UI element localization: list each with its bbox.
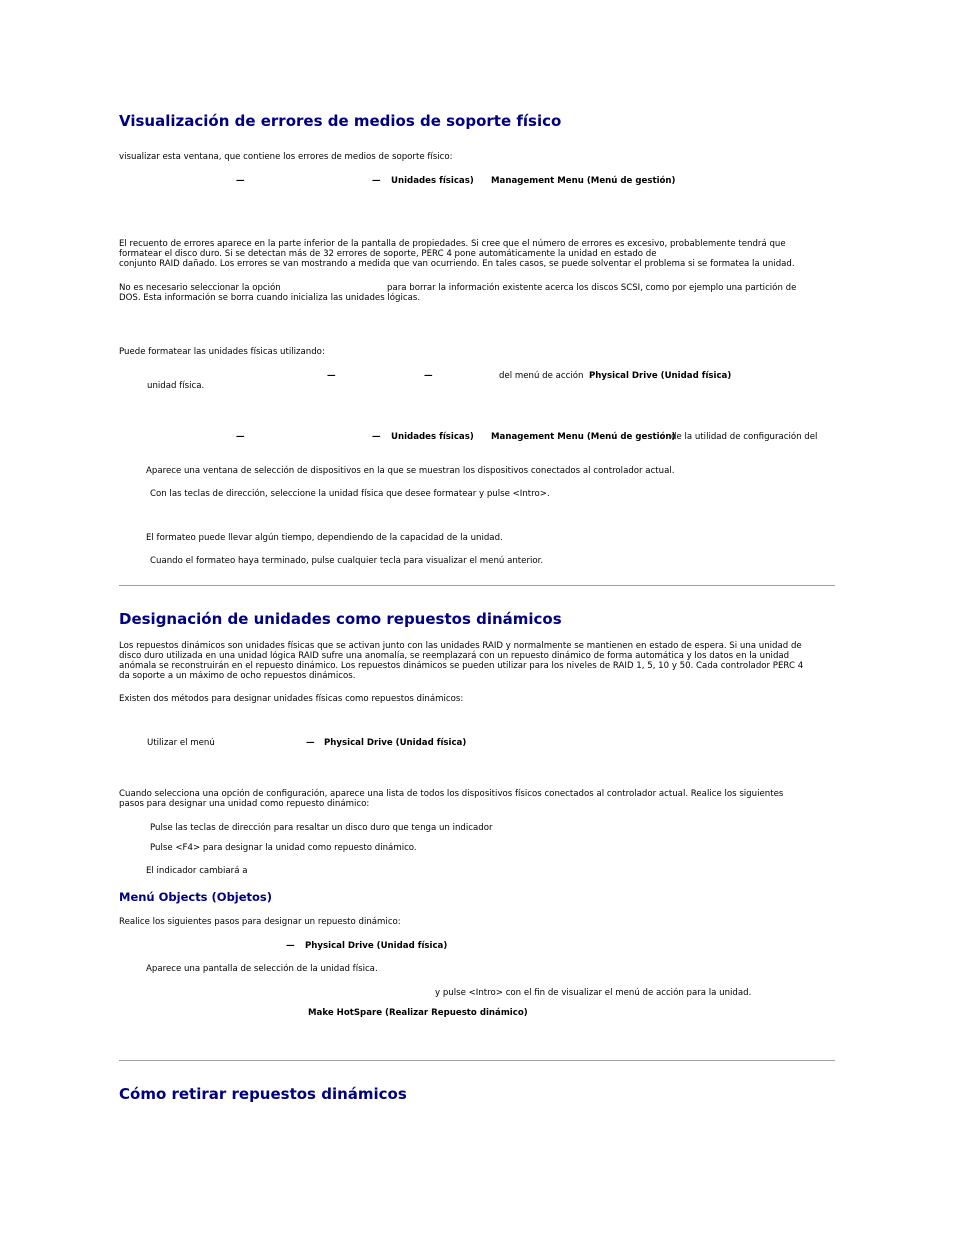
menu-item-management-menu: Management Menu (Menú de gestión) bbox=[491, 432, 676, 442]
menu-dash: — bbox=[236, 176, 245, 186]
hotspares-paragraph: Los repuestos dinámicos son unidades físicas que se activan junto con las unidades RAID y normalmente se mantienen en estado de espera. Si una unidad de disco duro utilizada en una unidad lógica RAID sufre una anomalía, se reemplazará con un repuesto dinámico de forma automática y los datos en la unidad anómala se reconstruirán en el repuesto dinámico. Los repuestos dinámicos se pueden utilizar para los niveles de RAID 1, 5, 10 y 50. Cada controlador PERC 4 da soporte a un máximo de ocho repuestos dinámicos. bbox=[119, 641, 804, 681]
objects-step: y pulse <Intro> con el fin de visualizar el menú de acción para la unidad. bbox=[435, 988, 752, 998]
menu-dash: — bbox=[236, 432, 245, 442]
menu-item-physical-drives: Unidades físicas) bbox=[391, 432, 474, 442]
menu-use-text: Utilizar el menú bbox=[147, 738, 215, 748]
menu-dash: — bbox=[286, 941, 295, 951]
format-step: Cuando el formateo haya terminado, pulse cualquier tecla para visualizar el menú anterior. bbox=[150, 556, 544, 566]
option-paragraph-line2: DOS. Esta información se borra cuando inicializa las unidades lógicas. bbox=[119, 293, 421, 303]
menu-dash: — bbox=[372, 176, 381, 186]
subsection-title-objects-menu: Menú Objects (Objetos) bbox=[119, 890, 273, 904]
action-menu-text: del menú de acción bbox=[499, 371, 584, 381]
format-step: Con las teclas de dirección, seleccione la unidad física que desee formatear y pulse <Intro>. bbox=[150, 489, 550, 499]
methods-intro: Existen dos métodos para designar unidades físicas como repuestos dinámicos: bbox=[119, 694, 464, 704]
menu-dash: — bbox=[424, 371, 433, 381]
menu-item-management-menu: Management Menu (Menú de gestión) bbox=[491, 176, 676, 186]
media-errors-intro: visualizar esta ventana, que contiene los errores de medios de soporte físico: bbox=[119, 152, 453, 162]
option-paragraph-start: No es necesario seleccionar la opción bbox=[119, 283, 281, 293]
physical-drive-menu-label: Physical Drive (Unidad física) bbox=[324, 738, 467, 748]
menu-dash: — bbox=[327, 371, 336, 381]
config-utility-text: de la utilidad de configuración del bbox=[671, 432, 818, 442]
objects-step: Aparece una pantalla de selección de la unidad física. bbox=[146, 964, 378, 974]
section-divider bbox=[119, 585, 835, 586]
config-paragraph: Cuando selecciona una opción de configuración, aparece una lista de todos los dispositivos físicos conectados al controlador actual. Realice los siguientes pasos para designar una unidad como repuesto dinámico: bbox=[119, 789, 784, 809]
format-step: El formateo puede llevar algún tiempo, dependiendo de la capacidad de la unidad. bbox=[146, 533, 503, 543]
format-item1-line2: unidad física. bbox=[147, 381, 205, 391]
option-paragraph-rest: para borrar la información existente acerca los discos SCSI, como por ejemplo una partición de bbox=[387, 283, 797, 293]
menu-item-physical-drives: Unidades físicas) bbox=[391, 176, 474, 186]
format-step: Aparece una ventana de selección de dispositivos en la que se muestran los dispositivos conectados al controlador actual. bbox=[146, 466, 675, 476]
hotspare-step: El indicador cambiará a bbox=[146, 866, 248, 876]
hotspare-step: Pulse las teclas de dirección para resaltar un disco duro que tenga un indicador bbox=[150, 823, 493, 833]
hotspare-step: Pulse <F4> para designar la unidad como repuesto dinámico. bbox=[150, 843, 417, 853]
section-title-hotspares: Designación de unidades como repuestos dinámicos bbox=[119, 610, 562, 628]
section-title-media-errors: Visualización de errores de medios de soporte físico bbox=[119, 112, 562, 130]
section-title-remove-hotspares: Cómo retirar repuestos dinámicos bbox=[119, 1085, 407, 1103]
section-divider bbox=[119, 1060, 835, 1061]
make-hotspare-option: Make HotSpare (Realizar Repuesto dinámico) bbox=[308, 1008, 528, 1018]
format-intro: Puede formatear las unidades físicas utilizando: bbox=[119, 347, 325, 357]
physical-drive-menu-label: Physical Drive (Unidad física) bbox=[305, 941, 448, 951]
menu-dash: — bbox=[306, 738, 315, 748]
physical-drive-menu-label: Physical Drive (Unidad física) bbox=[589, 371, 732, 381]
error-count-paragraph: El recuento de errores aparece en la parte inferior de la pantalla de propiedades. Si cree que el número de errores es excesivo, probablemente tendrá que formatear el disco duro. Si se detectan más de 32 errores de soporte, PERC 4 pone automáticamente la unidad en estado de conjunto RAID dañado. Los errores se van mostrando a medida que van ocurriendo. En tales casos, se puede solventar el problema si se formatea la unidad. bbox=[119, 239, 795, 269]
objects-intro: Realice los siguientes pasos para designar un repuesto dinámico: bbox=[119, 917, 401, 927]
menu-dash: — bbox=[372, 432, 381, 442]
